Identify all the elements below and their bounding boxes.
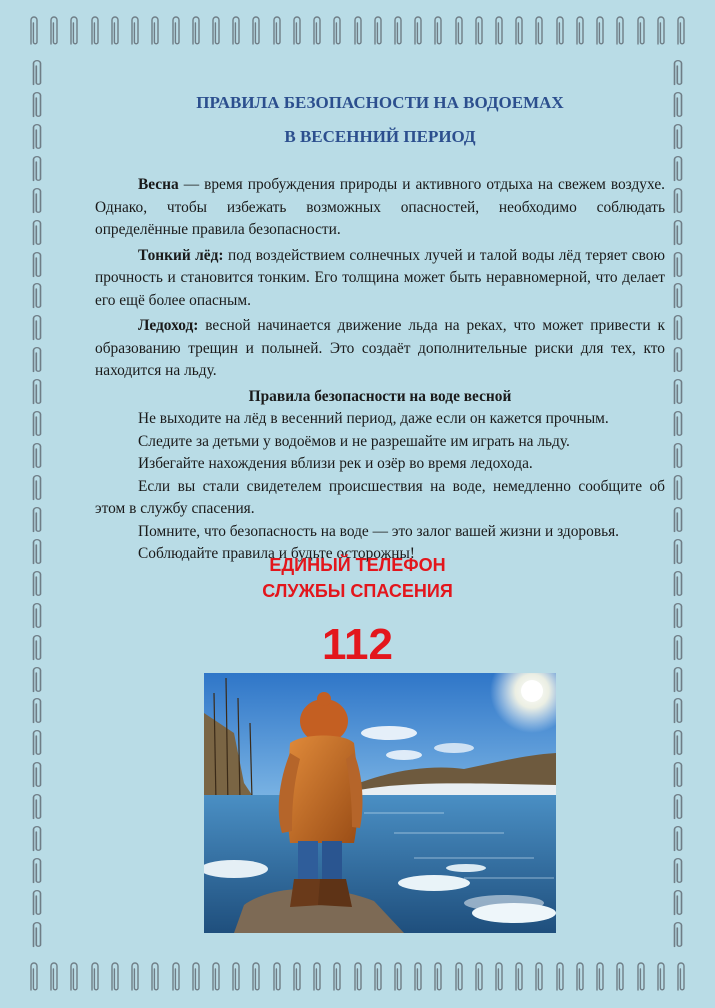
paperclip-icon <box>271 14 283 50</box>
paperclip-icon <box>594 960 606 996</box>
paperclip-icon <box>614 14 626 50</box>
ice-drift-text: весной начинается движение льда на реках, что может привести к образованию трещин и полыней. Это создаёт дополнительные риски для тех, кто находится на льду. <box>95 317 665 379</box>
paperclip-icon <box>671 90 685 120</box>
paperclip-icon <box>671 250 685 280</box>
paperclip-icon <box>614 960 626 996</box>
paperclip-icon <box>372 960 384 996</box>
paperclip-icon <box>30 122 44 152</box>
paperclip-icon <box>109 14 121 50</box>
paperclip-icon <box>671 186 685 216</box>
paperclip-icon <box>671 58 685 88</box>
paperclip-icon <box>453 960 465 996</box>
paperclip-icon <box>230 960 242 996</box>
paperclip-icon <box>554 14 566 50</box>
paperclip-icon <box>190 14 202 50</box>
paperclip-icon <box>412 14 424 50</box>
right-paperclip-border <box>671 58 685 950</box>
paperclip-icon <box>89 14 101 50</box>
rule-item: Помните, что безопасность на воде — это залог вашей жизни и здоровья. <box>138 522 620 540</box>
emergency-number: 112 <box>322 620 393 669</box>
paperclip-icon <box>30 218 44 248</box>
paperclip-icon <box>30 792 44 822</box>
paperclip-icon <box>30 90 44 120</box>
paperclip-icon <box>513 960 525 996</box>
intro-term: Весна <box>138 176 179 193</box>
paperclip-icon <box>210 960 222 996</box>
paperclip-icon <box>89 960 101 996</box>
emergency-block <box>0 552 715 672</box>
paperclip-icon <box>48 14 60 50</box>
paperclip-icon <box>671 888 685 918</box>
paperclip-icon <box>655 14 667 50</box>
paperclip-icon <box>671 824 685 854</box>
paperclip-icon <box>30 345 44 375</box>
paperclip-icon <box>109 960 121 996</box>
body-text <box>95 174 665 566</box>
paperclip-icon <box>28 14 40 50</box>
ice-drift-term: Ледоход: <box>138 317 199 334</box>
paperclip-icon <box>271 960 283 996</box>
paperclip-icon <box>30 920 44 950</box>
paperclip-icon <box>671 728 685 758</box>
paperclip-icon <box>149 960 161 996</box>
paperclip-icon <box>671 792 685 822</box>
paperclip-icon <box>331 960 343 996</box>
paperclip-icon <box>170 960 182 996</box>
paperclip-icon <box>30 760 44 790</box>
paperclip-icon <box>30 505 44 535</box>
rule-item: Следите за детьми у водоёмов и не разрешайте им играть на льду. <box>138 432 570 450</box>
thin-ice-paragraph <box>95 245 665 313</box>
intro-text: — время пробуждения природы и активного отдыха на свежем воздухе. Однако, чтобы избежать возможных опасностей, необходимо соблюдать определённые правила безопасности. <box>95 176 665 238</box>
paperclip-icon <box>30 313 44 343</box>
paperclip-icon <box>675 960 687 996</box>
paperclip-icon <box>671 313 685 343</box>
paperclip-icon <box>352 960 364 996</box>
paperclip-icon <box>412 960 424 996</box>
paperclip-icon <box>671 218 685 248</box>
paperclip-icon <box>30 824 44 854</box>
left-paperclip-border <box>30 58 44 950</box>
paperclip-icon <box>30 856 44 886</box>
paperclip-icon <box>372 14 384 50</box>
paperclip-icon <box>533 960 545 996</box>
ice-drift-paragraph <box>95 315 665 383</box>
intro-paragraph <box>95 174 665 242</box>
rule-item: Если вы стали свидетелем происшествия на воде, немедленно сообщите об этом в службу спасения. <box>95 477 665 517</box>
paperclip-icon <box>129 14 141 50</box>
paperclip-icon <box>331 14 343 50</box>
paperclip-icon <box>291 14 303 50</box>
paperclip-icon <box>30 441 44 471</box>
paperclip-icon <box>392 960 404 996</box>
paperclip-icon <box>493 960 505 996</box>
paperclip-icon <box>311 14 323 50</box>
paperclip-icon <box>30 186 44 216</box>
paperclip-icon <box>432 960 444 996</box>
paperclip-icon <box>30 154 44 184</box>
thin-ice-text: под воздействием солнечных лучей и талой воды лёд теряет свою прочность и становится тонким. Его толщина может быть неравномерной, что делает его ещё более опасным. <box>95 246 665 309</box>
paperclip-icon <box>473 960 485 996</box>
title-line-2: В ВЕСЕННИЙ ПЕРИОД <box>284 127 476 146</box>
paperclip-icon <box>392 14 404 50</box>
paperclip-icon <box>30 281 44 311</box>
paperclip-icon <box>513 14 525 50</box>
paperclip-icon <box>170 14 182 50</box>
paperclip-icon <box>554 960 566 996</box>
paperclip-icon <box>671 122 685 152</box>
paperclip-icon <box>655 960 667 996</box>
paperclip-icon <box>250 960 262 996</box>
paperclip-icon <box>671 409 685 439</box>
title-line-1: ПРАВИЛА БЕЗОПАСНОСТИ НА ВОДОЕМАХ <box>196 93 564 112</box>
paperclip-icon <box>453 14 465 50</box>
paperclip-icon <box>635 960 647 996</box>
paperclip-icon <box>68 960 80 996</box>
paperclip-icon <box>574 14 586 50</box>
paperclip-icon <box>30 728 44 758</box>
paperclip-icon <box>352 14 364 50</box>
paperclip-icon <box>28 960 40 996</box>
emergency-line-2: СЛУЖБЫ СПАСЕНИЯ <box>262 581 453 601</box>
paperclip-icon <box>671 377 685 407</box>
paperclip-icon <box>574 960 586 996</box>
paperclip-icon <box>671 473 685 503</box>
paperclip-icon <box>594 14 606 50</box>
thin-ice-term: Тонкий лёд: <box>138 246 224 264</box>
child-by-river-illustration <box>204 673 556 933</box>
paperclip-icon <box>210 14 222 50</box>
paperclip-icon <box>473 14 485 50</box>
paperclip-icon <box>68 14 80 50</box>
paperclip-icon <box>30 888 44 918</box>
paperclip-icon <box>671 696 685 726</box>
paperclip-icon <box>311 960 323 996</box>
paperclip-icon <box>30 377 44 407</box>
paperclip-icon <box>149 14 161 50</box>
paperclip-icon <box>30 58 44 88</box>
emergency-line-1: ЕДИНЫЙ ТЕЛЕФОН <box>269 555 446 575</box>
top-paperclip-border <box>28 14 687 50</box>
rule-item: Соблюдайте правила и будьте осторожны! <box>138 545 415 562</box>
paperclip-icon <box>30 250 44 280</box>
paperclip-icon <box>671 441 685 471</box>
paperclip-icon <box>671 856 685 886</box>
bottom-paperclip-border <box>28 960 687 996</box>
paperclip-icon <box>230 14 242 50</box>
rules-heading: Правила безопасности на воде весной <box>248 387 512 405</box>
illustration-svg <box>204 673 556 933</box>
paperclip-icon <box>671 760 685 790</box>
rule-item: Избегайте нахождения вблизи рек и озёр во время ледохода. <box>138 455 533 472</box>
paperclip-icon <box>30 409 44 439</box>
paperclip-icon <box>493 14 505 50</box>
paperclip-icon <box>671 505 685 535</box>
paperclip-icon <box>190 960 202 996</box>
paperclip-icon <box>675 14 687 50</box>
paperclip-icon <box>671 154 685 184</box>
paperclip-icon <box>30 473 44 503</box>
paperclip-icon <box>291 960 303 996</box>
paperclip-icon <box>48 960 60 996</box>
paperclip-icon <box>671 345 685 375</box>
paperclip-icon <box>30 696 44 726</box>
document-title <box>95 86 665 154</box>
paperclip-icon <box>671 920 685 950</box>
paperclip-icon <box>533 14 545 50</box>
document-content <box>95 86 665 566</box>
paperclip-icon <box>250 14 262 50</box>
paperclip-icon <box>432 14 444 50</box>
rule-item: Не выходите на лёд в весенний период, даже если он кажется прочным. <box>138 410 609 427</box>
paperclip-icon <box>129 960 141 996</box>
paperclip-icon <box>671 281 685 311</box>
paperclip-icon <box>635 14 647 50</box>
